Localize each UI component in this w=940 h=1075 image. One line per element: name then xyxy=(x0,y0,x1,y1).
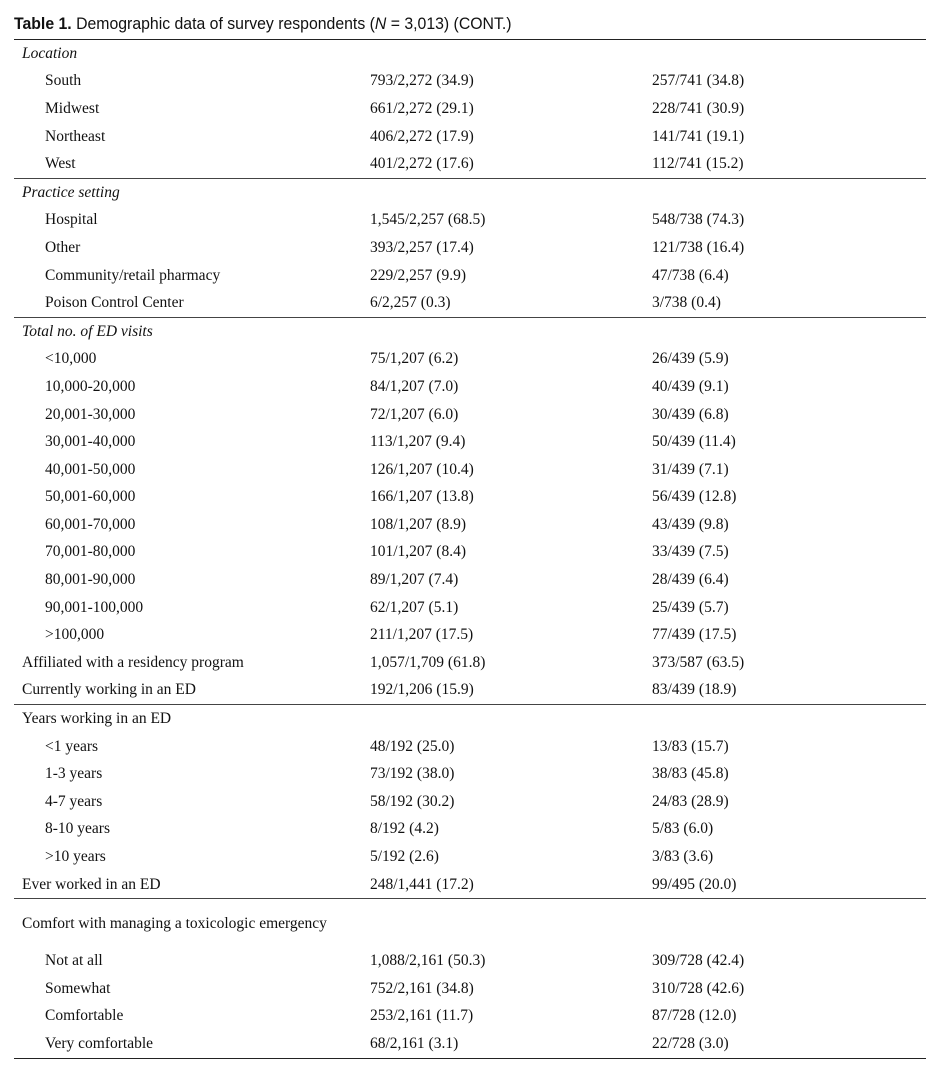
row-label: Ever worked in an ED xyxy=(22,875,161,893)
row-value-col1: 406/2,272 (17.9) xyxy=(370,127,474,145)
row-label: 1-3 years xyxy=(45,765,103,783)
row-value-col1: 253/2,161 (11.7) xyxy=(370,1007,474,1025)
row-label: West xyxy=(45,155,76,173)
row-value-col1: 393/2,257 (17.4) xyxy=(370,238,474,256)
row-value-col2: 3/738 (0.4) xyxy=(652,294,721,312)
row-value-col1: 113/1,207 (9.4) xyxy=(370,433,466,451)
row-label: Somewhat xyxy=(45,979,111,997)
row-value-col1: 6/2,257 (0.3) xyxy=(370,294,451,312)
row-value-col1: 73/192 (38.0) xyxy=(370,765,455,783)
table-row xyxy=(14,947,926,975)
row-value-col1: 1,088/2,161 (50.3) xyxy=(370,952,486,970)
empty-cell xyxy=(370,705,652,733)
empty-cell xyxy=(652,317,926,345)
row-label: 70,001-80,000 xyxy=(45,543,136,561)
table-row xyxy=(14,1003,926,1031)
table-row xyxy=(14,733,926,761)
table-row xyxy=(14,484,926,512)
row-value-col1: 166/1,207 (13.8) xyxy=(370,488,474,506)
section-heading: Practice setting xyxy=(14,178,370,206)
row-label: <1 years xyxy=(45,737,99,755)
empty-cell xyxy=(652,178,926,206)
caption-text: Demographic data of survey respondents ( xyxy=(71,14,375,33)
table-row xyxy=(14,150,926,178)
row-value-col2: 141/741 (19.1) xyxy=(652,127,745,145)
row-value-col1: 793/2,272 (34.9) xyxy=(370,72,474,90)
row-value-col2: 3/83 (3.6) xyxy=(652,848,714,866)
row-value-col1: 72/1,207 (6.0) xyxy=(370,405,459,423)
caption-n-symbol: N xyxy=(374,14,387,33)
table-row xyxy=(14,843,926,871)
row-value-col2: 38/83 (45.8) xyxy=(652,765,729,783)
table-row xyxy=(14,594,926,622)
table-row xyxy=(14,677,926,705)
section-heading: Years working in an ED xyxy=(14,705,370,733)
row-value-col1: 401/2,272 (17.6) xyxy=(370,155,474,173)
row-value-col1: 89/1,207 (7.4) xyxy=(370,571,459,589)
table-number: Table 1. xyxy=(14,14,72,33)
row-label: >10 years xyxy=(45,848,106,866)
row-value-col1: 108/1,207 (8.9) xyxy=(370,515,467,533)
row-label: Affiliated with a residency program xyxy=(22,653,244,671)
row-label: 10,000-20,000 xyxy=(45,377,136,395)
table-row xyxy=(14,346,926,374)
row-label: 20,001-30,000 xyxy=(45,405,136,423)
table-row xyxy=(14,816,926,844)
row-value-col1: 84/1,207 (7.0) xyxy=(370,377,459,395)
table-row xyxy=(14,262,926,290)
empty-cell xyxy=(370,899,652,948)
row-value-col1: 1,057/1,709 (61.8) xyxy=(370,653,486,671)
table-row xyxy=(14,68,926,96)
section-heading-row xyxy=(14,899,926,948)
row-value-col2: 33/439 (7.5) xyxy=(652,543,729,561)
row-value-col2: 40/439 (9.1) xyxy=(652,377,729,395)
row-value-col2: 83/439 (18.9) xyxy=(652,681,737,699)
row-value-col1: 58/192 (30.2) xyxy=(370,792,455,810)
table-row xyxy=(14,234,926,262)
row-label: 90,001-100,000 xyxy=(45,598,144,616)
row-label: Currently working in an ED xyxy=(22,681,196,699)
row-value-col1: 126/1,207 (10.4) xyxy=(370,460,474,478)
row-label: Not at all xyxy=(45,952,103,970)
row-label: 30,001-40,000 xyxy=(45,433,136,451)
table-row xyxy=(14,649,926,677)
table-row xyxy=(14,401,926,429)
row-value-col2: 310/728 (42.6) xyxy=(652,979,745,997)
row-value-col2: 257/741 (34.8) xyxy=(652,72,745,90)
row-label: Hospital xyxy=(45,211,98,229)
row-value-col2: 373/587 (63.5) xyxy=(652,653,745,671)
table-row xyxy=(14,511,926,539)
row-value-col1: 48/192 (25.0) xyxy=(370,737,455,755)
section-heading: Comfort with managing a toxicologic emergency xyxy=(14,899,370,948)
table-row xyxy=(14,456,926,484)
row-value-col1: 192/1,206 (15.9) xyxy=(370,681,474,699)
row-value-col1: 75/1,207 (6.2) xyxy=(370,350,459,368)
row-value-col1: 752/2,161 (34.8) xyxy=(370,979,474,997)
empty-cell xyxy=(370,317,652,345)
section-heading-row xyxy=(14,40,926,68)
row-value-col1: 101/1,207 (8.4) xyxy=(370,543,467,561)
row-value-col2: 5/83 (6.0) xyxy=(652,820,714,838)
table-row xyxy=(14,373,926,401)
table-row xyxy=(14,975,926,1003)
table-row xyxy=(14,428,926,456)
row-label: 8-10 years xyxy=(45,820,110,838)
empty-cell xyxy=(652,899,926,948)
table-body xyxy=(14,40,926,1059)
row-value-col2: 87/728 (12.0) xyxy=(652,1007,737,1025)
section-heading-row xyxy=(14,317,926,345)
empty-cell xyxy=(370,178,652,206)
row-label: 80,001-90,000 xyxy=(45,571,136,589)
empty-cell xyxy=(370,40,652,68)
row-label: 40,001-50,000 xyxy=(45,460,136,478)
row-value-col2: 112/741 (15.2) xyxy=(652,155,744,173)
row-value-col2: 56/439 (12.8) xyxy=(652,488,737,506)
row-label: 60,001-70,000 xyxy=(45,515,136,533)
row-value-col1: 5/192 (2.6) xyxy=(370,848,439,866)
table-row xyxy=(14,539,926,567)
table-row xyxy=(14,621,926,649)
empty-cell xyxy=(652,40,926,68)
row-value-col2: 548/738 (74.3) xyxy=(652,211,745,229)
table-row xyxy=(14,1030,926,1058)
row-value-col2: 30/439 (6.8) xyxy=(652,405,729,423)
table-row xyxy=(14,207,926,235)
row-label: 50,001-60,000 xyxy=(45,488,136,506)
caption-n-value: = 3,013) (CONT.) xyxy=(386,14,512,33)
row-label: Community/retail pharmacy xyxy=(45,266,221,284)
row-value-col1: 68/2,161 (3.1) xyxy=(370,1034,459,1052)
row-value-col1: 62/1,207 (5.1) xyxy=(370,598,459,616)
row-value-col2: 28/439 (6.4) xyxy=(652,571,729,589)
row-value-col2: 25/439 (5.7) xyxy=(652,598,729,616)
row-label: Midwest xyxy=(45,99,100,117)
row-value-col2: 99/495 (20.0) xyxy=(652,875,737,893)
table-row xyxy=(14,95,926,123)
row-label: South xyxy=(45,72,82,90)
table-row xyxy=(14,123,926,151)
row-value-col2: 31/439 (7.1) xyxy=(652,460,729,478)
row-label: Comfortable xyxy=(45,1007,124,1025)
row-value-col1: 661/2,272 (29.1) xyxy=(370,99,474,117)
row-value-col2: 26/439 (5.9) xyxy=(652,350,729,368)
row-label: Very comfortable xyxy=(45,1034,154,1052)
row-value-col1: 211/1,207 (17.5) xyxy=(370,626,474,644)
row-value-col2: 24/83 (28.9) xyxy=(652,792,729,810)
row-value-col2: 50/439 (11.4) xyxy=(652,433,736,451)
row-label: >100,000 xyxy=(45,626,105,644)
table-row xyxy=(14,289,926,317)
table-row xyxy=(14,788,926,816)
table-row xyxy=(14,566,926,594)
row-value-col2: 121/738 (16.4) xyxy=(652,238,745,256)
row-value-col1: 8/192 (4.2) xyxy=(370,820,439,838)
row-value-col2: 13/83 (15.7) xyxy=(652,737,729,755)
row-value-col2: 43/439 (9.8) xyxy=(652,515,729,533)
row-label: Northeast xyxy=(45,127,106,145)
table-caption xyxy=(14,14,512,34)
table-row xyxy=(14,760,926,788)
row-value-col1: 229/2,257 (9.9) xyxy=(370,266,467,284)
row-value-col1: 1,545/2,257 (68.5) xyxy=(370,211,486,229)
section-heading-row xyxy=(14,178,926,206)
row-label: Poison Control Center xyxy=(45,294,184,312)
row-value-col2: 22/728 (3.0) xyxy=(652,1034,729,1052)
section-heading-row xyxy=(14,705,926,733)
table-row xyxy=(14,871,926,899)
row-label: 4-7 years xyxy=(45,792,103,810)
row-value-col2: 309/728 (42.4) xyxy=(652,952,745,970)
row-label: Other xyxy=(45,238,81,256)
row-value-col2: 228/741 (30.9) xyxy=(652,99,745,117)
empty-cell xyxy=(652,705,926,733)
section-heading: Total no. of ED visits xyxy=(14,317,370,345)
row-value-col2: 77/439 (17.5) xyxy=(652,626,737,644)
section-heading: Location xyxy=(22,44,78,62)
row-value-col2: 47/738 (6.4) xyxy=(652,266,729,284)
row-label: <10,000 xyxy=(45,350,97,368)
demographics-table xyxy=(14,39,926,1059)
row-value-col1: 248/1,441 (17.2) xyxy=(370,875,474,893)
